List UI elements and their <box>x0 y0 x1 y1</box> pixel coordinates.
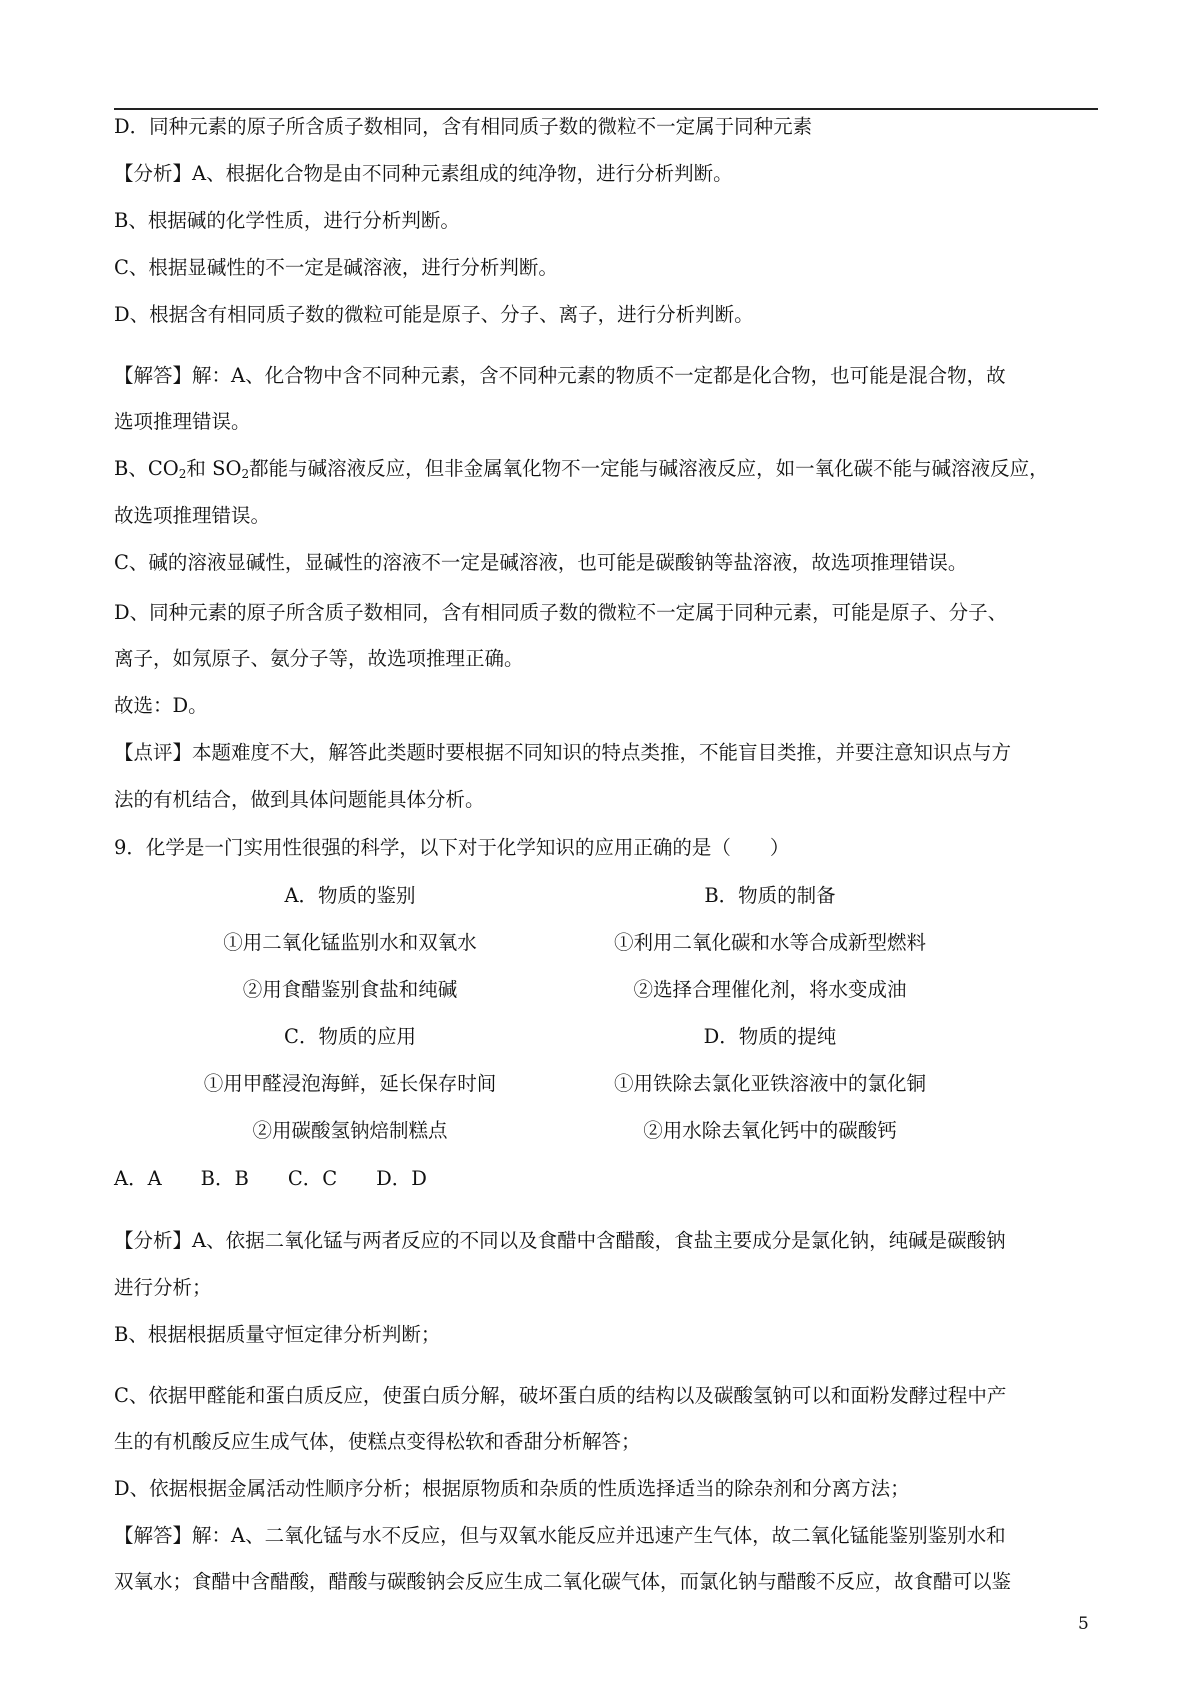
table-cell: ②用水除去氧化钙中的碳酸钙 <box>643 1119 897 1142</box>
so2-subscript: 2 <box>241 467 250 481</box>
text-line: 故选：D。 <box>114 694 208 717</box>
text-line: D．同种元素的原子所含质子数相同，含有相同质子数的微粒不一定属于同种元素 <box>114 115 813 138</box>
text-line: 【分析】A、依据二氧化锰与两者反应的不同以及食醋中含醋酸，食盐主要成分是氯化钠，纯碱是碳酸钠 <box>114 1229 1006 1252</box>
text-line: 【解答】解：A、二氧化锰与水不反应，但与双氧水能反应并迅速产生气体，故二氧化锰能鉴别鉴别水和 <box>114 1524 1006 1547</box>
text-line: D、根据含有相同质子数的微粒可能是原子、分子、离子，进行分析判断。 <box>114 303 754 326</box>
text-line: C、碱的溶液显碱性，显碱性的溶液不一定是碱溶液，也可能是碳酸钠等盐溶液，故选项推理错误。 <box>114 551 968 574</box>
text-line: B、根据碱的化学性质，进行分析判断。 <box>114 209 460 232</box>
text-line-co2 <box>114 455 1049 488</box>
header-rule <box>114 108 1098 110</box>
table-cell: ①用二氧化锰监别水和双氧水 <box>223 931 477 954</box>
text-line: C、根据显碱性的不一定是碱溶液，进行分析判断。 <box>114 256 558 279</box>
table-cell: A．物质的鉴别 <box>284 884 416 907</box>
table-cell: ②用碳酸氢钠焙制糕点 <box>252 1119 448 1142</box>
text-line: 进行分析； <box>114 1276 212 1299</box>
text-line: C、依据甲醛能和蛋白质反应，使蛋白质分解，破坏蛋白质的结构以及碳酸氢钠可以和面粉发酵过程中产 <box>114 1384 1007 1407</box>
text-line: 法的有机结合，做到具体问题能具体分析。 <box>114 788 485 811</box>
co2-part2: 和 SO <box>186 457 242 480</box>
text-line: 【解答】解：A、化合物中含不同种元素，含不同种元素的物质不一定都是化合物，也可能是混合物，故 <box>114 364 1006 387</box>
question-title: 9．化学是一门实用性很强的科学，以下对于化学知识的应用正确的是（ ） <box>114 836 790 859</box>
text-line: B、根据根据质量守恒定律分析判断； <box>114 1323 441 1346</box>
text-line: 双氧水；食醋中含醋酸，醋酸与碳酸钠会反应生成二氧化碳气体，而氯化钠与醋酸不反应，故食醋可以鉴 <box>114 1570 1012 1593</box>
table-cell: ①利用二氧化碳和水等合成新型燃料 <box>613 931 926 954</box>
text-line: 选项推理错误。 <box>114 410 251 433</box>
table-cell: ②选择合理催化剂，将水变成油 <box>633 978 907 1001</box>
co2-part1: B、CO <box>114 457 179 480</box>
table-cell: B．物质的制备 <box>704 884 836 907</box>
text-line: D、同种元素的原子所含质子数相同，含有相同质子数的微粒不一定属于同种元素，可能是原子、分子、 <box>114 601 1008 624</box>
table-cell: ①用铁除去氯化亚铁溶液中的氯化铜 <box>613 1072 926 1095</box>
text-line: 离子，如氖原子、氨分子等，故选项推理正确。 <box>114 647 524 670</box>
answer-options: A．A B．B C．C D．D <box>114 1167 427 1190</box>
co2-part3: 都能与碱溶液反应，但非金属氧化物不一定能与碱溶液反应，如一氧化碳不能与碱溶液反应， <box>249 457 1049 480</box>
table-cell: C．物质的应用 <box>284 1025 416 1048</box>
text-line: 【分析】A、根据化合物是由不同种元素组成的纯净物，进行分析判断。 <box>114 162 733 185</box>
text-line: D、依据根据金属活动性顺序分析；根据原物质和杂质的性质选择适当的除杂剂和分离方法； <box>114 1477 910 1500</box>
text-line: 故选项推理错误。 <box>114 504 271 527</box>
table-cell: ①用甲醛浸泡海鲜，延长保存时间 <box>203 1072 497 1095</box>
co2-subscript: 2 <box>178 467 187 481</box>
table-cell: ②用食醋鉴别食盐和纯碱 <box>242 978 458 1001</box>
text-line: 生的有机酸反应生成气体，使糕点变得松软和香甜分析解答； <box>114 1430 641 1453</box>
page-number: 5 <box>1078 1614 1089 1634</box>
text-line: 【点评】本题难度不大，解答此类题时要根据不同知识的特点类推，不能盲目类推，并要注意知识点与方 <box>114 741 1012 764</box>
table-cell: D．物质的提纯 <box>703 1025 837 1048</box>
